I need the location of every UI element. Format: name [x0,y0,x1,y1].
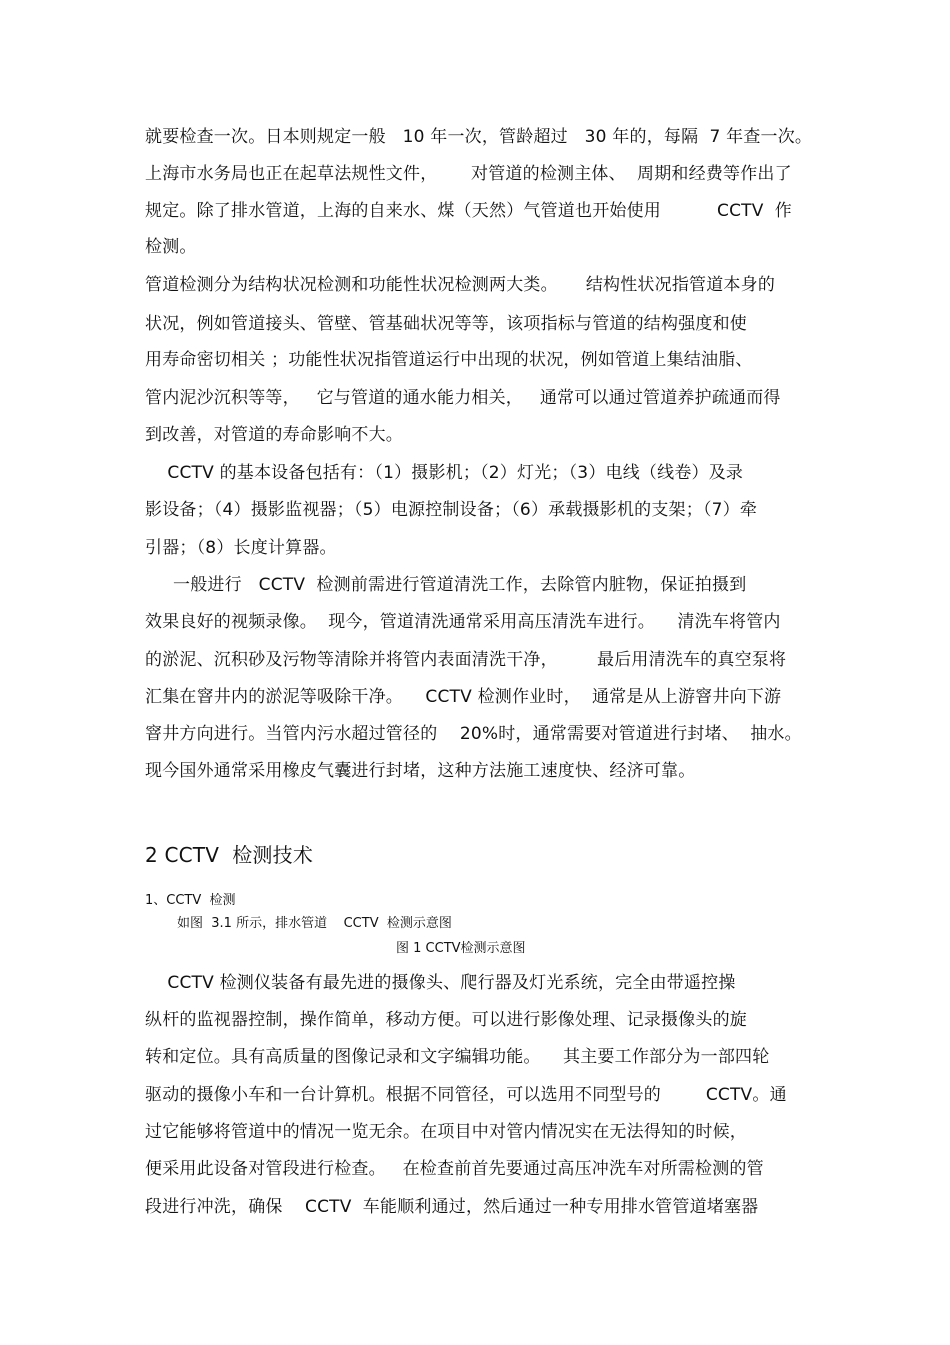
paragraph4-line-3: 的淤泥、沉积砂及污物等清除并将管内表面清洗干净， 最后用清洗车的真空泵将 [145,650,787,670]
paragraph1-line-1: 就要检查一次。日本则规定一般 10 年一次，管龄超过 30 年的，每隔 7 年查一次。 [145,127,813,147]
paragraph4-line-2: 效果良好的视频录像。 现今，管道清洗通常采用高压清洗车进行。 清洗车将管内 [145,612,781,632]
paragraph2-line-4: 管内泥沙沉积等等， 它与管道的通水能力相关， 通常可以通过管道养护疏通而得 [145,388,781,408]
paragraph4-line-5: 窨井方向进行。当管内污水超过管径的 20%时，通常需要对管道进行封堵、 抽水。 [145,724,802,744]
paragraph5-line-2: 纵杆的监视器控制，操作简单，移动方便。可以进行影像处理、记录摄像头的旋 [145,1010,747,1030]
paragraph1-line-2: 上海市水务局也正在起草法规性文件， 对管道的检测主体、 周期和经费等作出了 [145,164,792,184]
paragraph2-line-3: 用寿命密切相关 ；功能性状况指管道运行中出现的状况，例如管道上集结油脂、 [145,350,753,370]
paragraph5-line-1: CCTV 检测仪装备有最先进的摄像头、爬行器及灯光系统，完全由带遥控操 [145,973,736,993]
paragraph2-line-1: 管道检测分为结构状况检测和功能性状况检测两大类。 结构性状况指管道本身的 [145,275,776,295]
paragraph5-line-4: 驱动的摄像小车和一台计算机。根据不同管径，可以选用不同型号的 CCTV。通 [145,1085,787,1105]
paragraph3-line-2: 影设备；（4）摄影监视器；（5）电源控制设备；（6）承载摄影机的支架；（7）牵 [145,500,758,520]
paragraph5-line-7: 段进行冲洗，确保 CCTV 车能顺利通过，然后通过一种专用排水管管道堵塞器 [145,1197,759,1217]
section-title: 2 CCTV 检测技术 [145,843,314,867]
paragraph2-line-5: 到改善，对管道的寿命影响不大。 [145,425,403,445]
paragraph4-line-1: 一般进行 CCTV 检测前需进行管道清洗工作，去除管内脏物，保证拍摄到 [145,575,747,595]
sub-item-title: 1、CCTV 检测 [145,893,236,908]
paragraph5-line-5: 过它能够将管道中的情况一览无余。在项目中对管内情况实在无法得知的时候， [145,1122,747,1142]
paragraph5-line-6: 便采用此设备对管段进行检查。 在检查前首先要通过高压冲洗车对所需检测的管 [145,1159,764,1179]
paragraph5-line-3: 转和定位。具有高质量的图像记录和文字编辑功能。 其主要工作部分为一部四轮 [145,1047,770,1067]
paragraph4-line-6: 现今国外通常采用橡皮气囊进行封堵，这种方法施工速度快、经济可靠。 [145,761,696,781]
figure-reference: 如图 3.1 所示，排水管道 CCTV 检测示意图 [177,916,452,931]
paragraph4-line-4: 汇集在窨井内的淤泥等吸除干净。 CCTV 检测作业时， 通常是从上游窨井向下游 [145,687,782,707]
paragraph3-line-1: CCTV 的基本设备包括有：（1）摄影机；（2）灯光；（3）电线（线卷）及录 [145,463,744,483]
figure-caption: 图 1 CCTV检测示意图 [396,941,526,956]
paragraph2-line-2: 状况，例如管道接头、管壁、管基础状况等等，该项指标与管道的结构强度和使 [145,314,747,334]
paragraph1-line-3: 规定。除了排水管道，上海的自来水、煤（天然）气管道也开始使用 CCTV 作 [145,201,792,221]
paragraph1-line-4: 检测。 [145,237,197,257]
paragraph3-line-3: 引器；（8）长度计算器。 [145,538,337,558]
